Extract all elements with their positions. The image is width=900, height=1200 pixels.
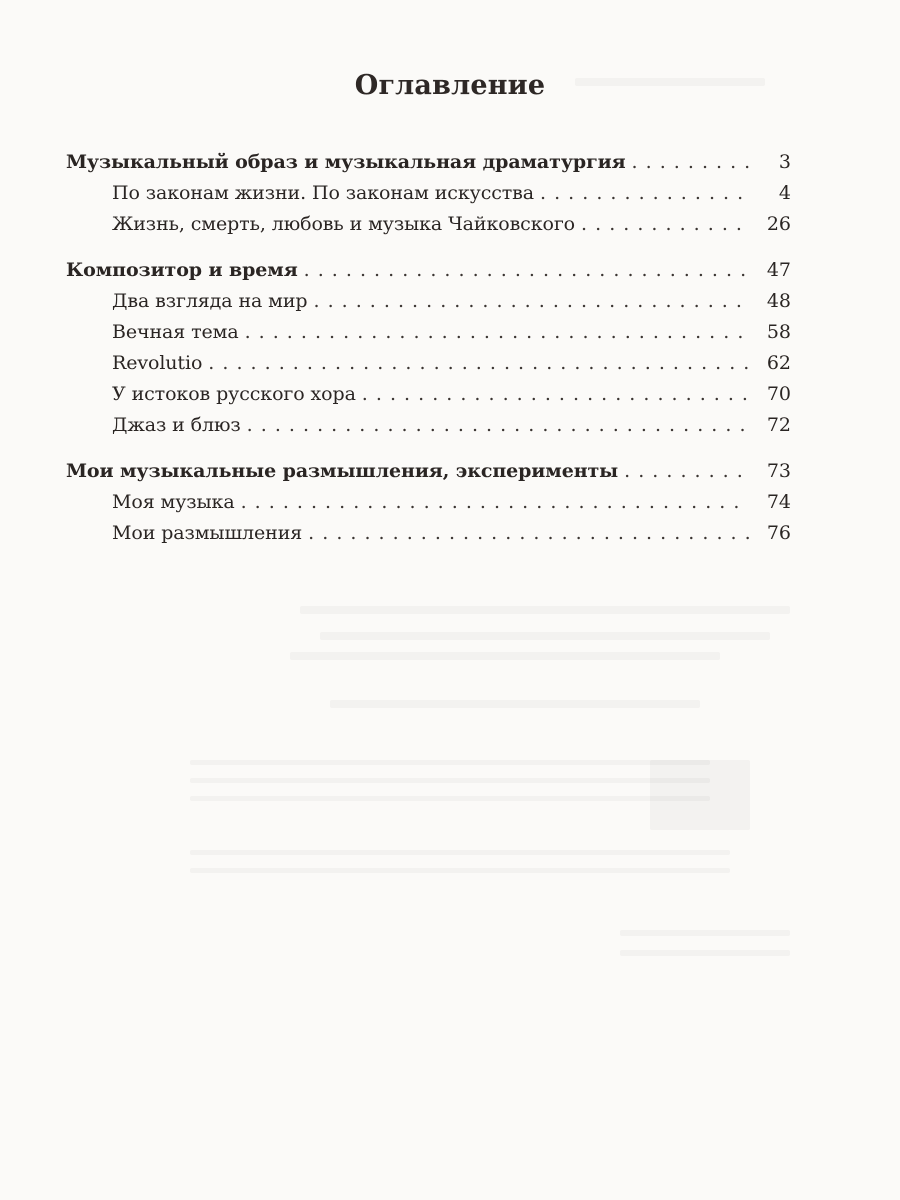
toc-item[interactable] xyxy=(66,286,791,317)
toc-page-number: 70 xyxy=(766,383,791,405)
bleed-through-mark xyxy=(190,778,710,783)
dot-leader xyxy=(624,455,749,487)
toc-page-number: 26 xyxy=(766,213,791,235)
toc-item[interactable] xyxy=(66,317,791,348)
toc-item-title: Жизнь, смерть, любовь и музыка Чайковского xyxy=(112,213,576,235)
toc-page-number: 48 xyxy=(766,290,791,312)
section-spacer xyxy=(66,240,791,254)
dot-leader xyxy=(247,410,749,441)
dot-leader xyxy=(208,348,749,379)
toc-page-number: 72 xyxy=(766,414,791,436)
table-of-contents xyxy=(66,146,791,549)
toc-item[interactable] xyxy=(66,178,791,209)
dot-leader xyxy=(313,286,749,317)
toc-item-title: Мои размышления xyxy=(112,522,303,544)
dot-leader xyxy=(241,487,749,518)
toc-page-number: 58 xyxy=(766,321,791,343)
bleed-through-mark xyxy=(330,700,700,708)
bleed-through-mark xyxy=(620,950,790,956)
section-spacer xyxy=(66,441,791,455)
dot-leader xyxy=(632,146,749,178)
dot-leader xyxy=(245,317,749,348)
toc-page-number: 74 xyxy=(766,491,791,513)
bleed-through-mark xyxy=(650,760,750,830)
page-title: Оглавление xyxy=(354,70,546,101)
toc-item[interactable] xyxy=(66,348,791,379)
bleed-through-mark xyxy=(190,850,730,855)
toc-page-number: 76 xyxy=(766,522,791,544)
toc-item-title: Моя музыка xyxy=(112,491,235,513)
toc-page-number: 47 xyxy=(766,259,791,281)
bleed-through-mark xyxy=(190,796,710,801)
toc-page-number: 62 xyxy=(766,352,791,374)
toc-item[interactable] xyxy=(66,518,791,549)
toc-item[interactable] xyxy=(66,209,791,240)
toc-item-title: Вечная тема xyxy=(112,321,239,343)
toc-section-title: Мои музыкальные размышления, эксперименты xyxy=(66,460,619,482)
bleed-through-mark xyxy=(620,930,790,936)
toc-page-number: 3 xyxy=(778,151,791,173)
bleed-through-mark xyxy=(320,632,770,640)
dot-leader xyxy=(362,379,749,410)
dot-leader xyxy=(581,209,749,240)
dot-leader xyxy=(308,518,749,549)
toc-item-title: Revolutio xyxy=(112,352,203,374)
dot-leader xyxy=(540,178,749,209)
toc-item-title: Два взгляда на мир xyxy=(112,290,308,312)
toc-item-title: Джаз и блюз xyxy=(112,414,241,436)
bleed-through-mark xyxy=(190,760,710,765)
toc-section[interactable] xyxy=(66,146,791,178)
toc-page-number: 4 xyxy=(778,182,791,204)
toc-item-title: По законам жизни. По законам искусства xyxy=(112,182,535,204)
bleed-through-mark xyxy=(290,652,720,660)
toc-item[interactable] xyxy=(66,379,791,410)
toc-section[interactable] xyxy=(66,455,791,487)
toc-item-title: У истоков русского хора xyxy=(112,383,356,405)
bleed-through-mark xyxy=(300,606,790,614)
toc-section-title: Музыкальный образ и музыкальная драматургия xyxy=(66,151,626,173)
toc-item[interactable] xyxy=(66,487,791,518)
bleed-through-mark xyxy=(190,868,730,873)
toc-section[interactable] xyxy=(66,254,791,286)
toc-item[interactable] xyxy=(66,410,791,441)
toc-section-title: Композитор и время xyxy=(66,259,298,281)
toc-page-number: 73 xyxy=(766,460,791,482)
dot-leader xyxy=(304,254,749,286)
